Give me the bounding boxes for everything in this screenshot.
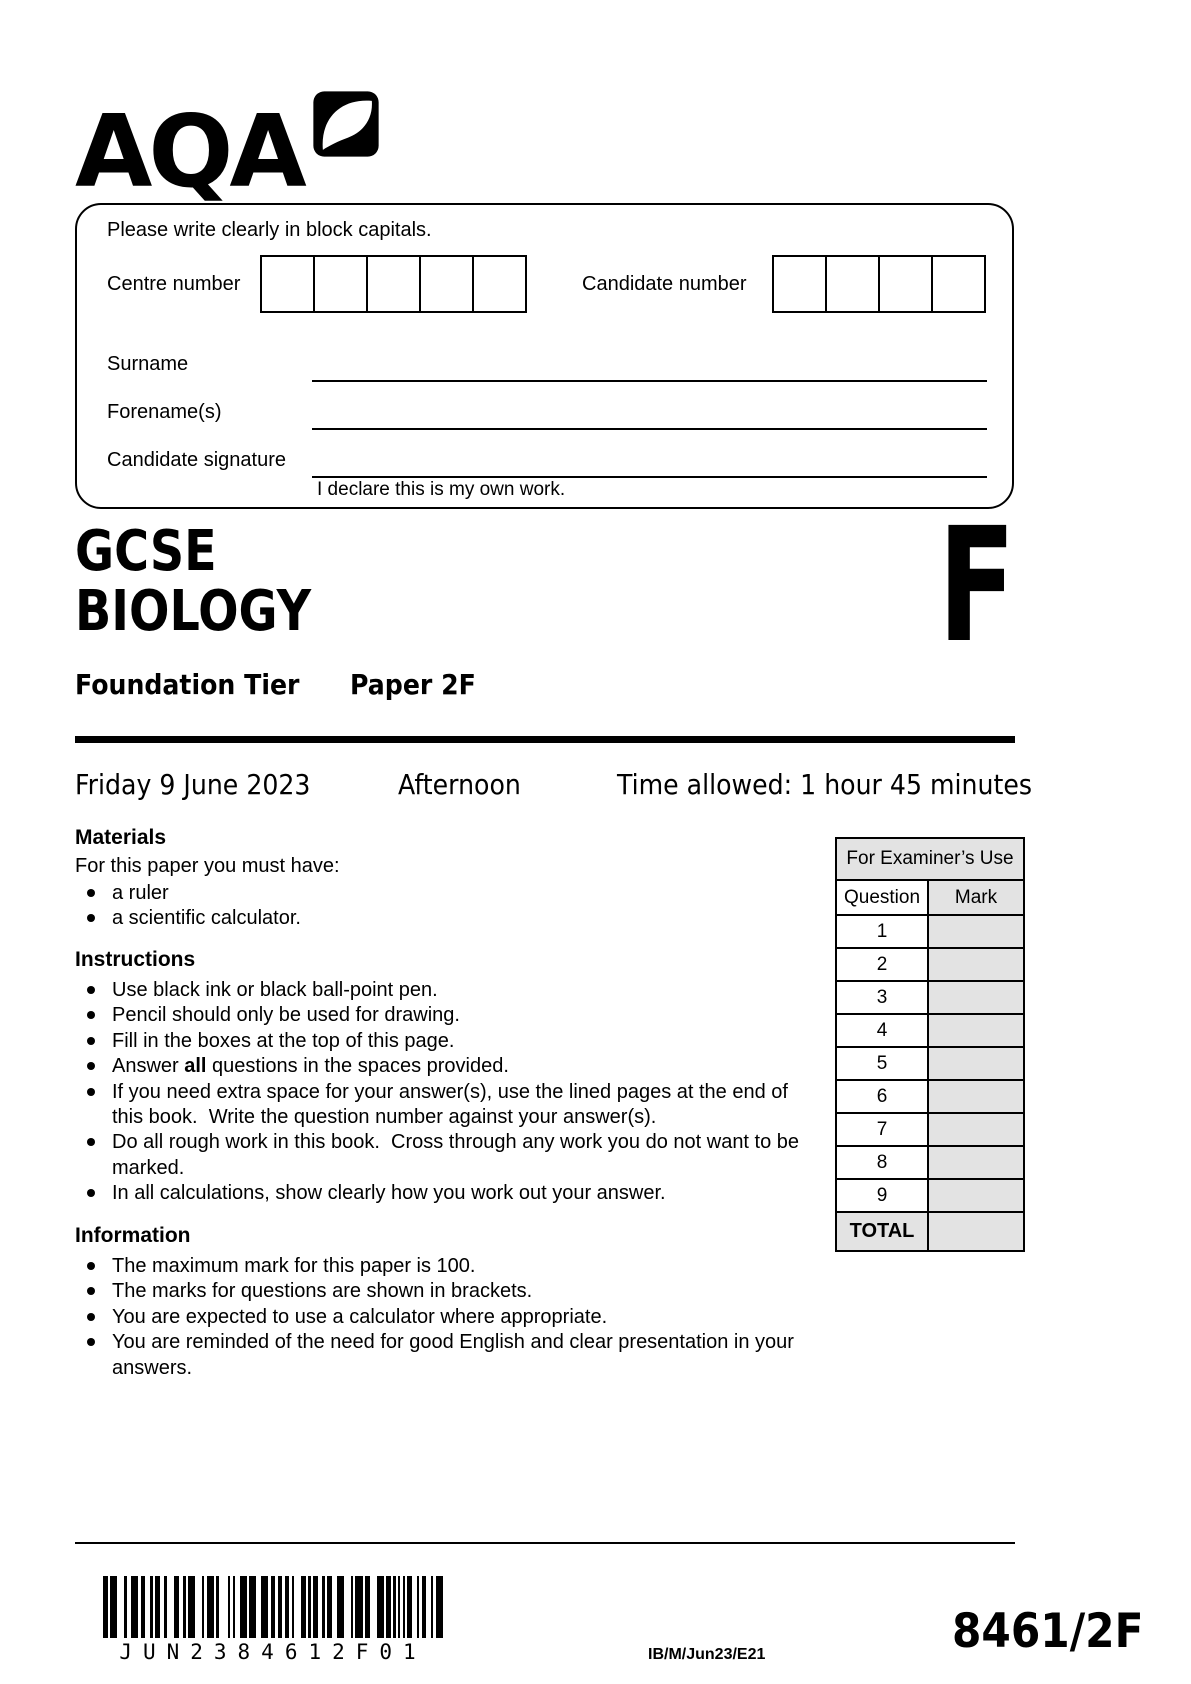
aqa-logo-text: AQA — [75, 93, 303, 210]
time-allowed: Time allowed: 1 hour 45 minutes — [617, 768, 1033, 801]
question-number-cell: 1 — [836, 915, 928, 948]
question-number-cell: 7 — [836, 1113, 928, 1146]
tier-grade-letter: F — [938, 494, 1016, 678]
signature-label: Candidate signature — [107, 449, 287, 471]
barcode-bar — [110, 1576, 117, 1638]
question-number-cell: 9 — [836, 1179, 928, 1212]
barcode-bar — [131, 1576, 138, 1638]
surname-input-line[interactable] — [312, 353, 987, 382]
centre-number-cell[interactable] — [366, 255, 421, 313]
candidate-number-cell[interactable] — [825, 255, 880, 313]
question-number-cell: 2 — [836, 948, 928, 981]
candidate-number-field — [772, 255, 986, 313]
qualification-title: GCSE — [75, 519, 217, 584]
subject-title: BIOLOGY — [75, 579, 312, 644]
bullet-icon — [87, 1037, 95, 1045]
barcode-gap — [294, 1576, 301, 1638]
bullet-icon — [87, 1262, 95, 1270]
materials-intro: For this paper you must have: — [75, 855, 340, 877]
examiner-table-row — [836, 1179, 1024, 1212]
list-item: Use black ink or black ball-point pen. — [75, 978, 820, 1003]
tier-paper-line — [75, 668, 490, 701]
mark-cell[interactable] — [928, 948, 1024, 981]
barcode-bar — [337, 1576, 344, 1638]
block-capitals-note: Please write clearly in block capitals. — [107, 219, 432, 241]
candidate-number-cell[interactable] — [772, 255, 827, 313]
list-item: You are reminded of the need for good English and clear presentation in your answers. — [75, 1330, 820, 1381]
bullet-icon — [87, 1088, 95, 1096]
bullet-icon — [87, 1189, 95, 1197]
barcode-bar — [261, 1576, 268, 1638]
list-item: You are expected to use a calculator where appropriate. — [75, 1305, 820, 1330]
list-item: The marks for questions are shown in brackets. — [75, 1279, 820, 1304]
list-item: Pencil should only be used for drawing. — [75, 1003, 820, 1028]
bullet-icon — [87, 1287, 95, 1295]
barcode — [103, 1576, 443, 1638]
centre-number-cell[interactable] — [313, 255, 368, 313]
barcode-gap — [344, 1576, 351, 1638]
examiner-table-title: For Examiner’s Use — [836, 838, 1024, 880]
candidate-number-cell[interactable] — [878, 255, 933, 313]
examiner-table-row — [836, 1080, 1024, 1113]
total-label-cell: TOTAL — [836, 1212, 928, 1251]
aqa-leaf-icon — [303, 90, 381, 163]
bullet-icon — [87, 1011, 95, 1019]
mark-cell[interactable] — [928, 1047, 1024, 1080]
bullet-icon — [87, 1313, 95, 1321]
question-number-cell: 4 — [836, 1014, 928, 1047]
barcode-gap — [219, 1576, 228, 1638]
barcode-bar — [240, 1576, 247, 1638]
examiner-table-row — [836, 981, 1024, 1014]
list-item: The maximum mark for this paper is 100. — [75, 1254, 820, 1279]
barcode-gap — [370, 1576, 377, 1638]
list-item: Do all rough work in this book. Cross through any work you do not want to be marked. — [75, 1130, 820, 1181]
information-list — [75, 1254, 820, 1381]
list-item: If you need extra space for your answer(s), use the lined pages at the end of this book. Write the question number against your answer(s). — [75, 1080, 820, 1131]
bullet-icon — [87, 889, 95, 897]
forenames-label: Forename(s) — [107, 401, 222, 423]
examiner-table — [835, 837, 1025, 1252]
examiner-table-row — [836, 1047, 1024, 1080]
paper-code: 8461/2F — [952, 1604, 1144, 1659]
mark-cell[interactable] — [928, 1014, 1024, 1047]
paper-label: Paper 2F — [350, 668, 477, 701]
mark-column-header: Mark — [928, 880, 1024, 915]
mark-cell[interactable] — [928, 1113, 1024, 1146]
centre-number-field — [260, 255, 527, 313]
information-heading: Information — [75, 1224, 191, 1247]
centre-number-cell[interactable] — [260, 255, 315, 313]
declaration-note: I declare this is my own work. — [317, 479, 566, 500]
barcode-bar — [207, 1576, 214, 1638]
aqa-logo — [75, 90, 381, 210]
materials-list — [75, 881, 820, 932]
signature-input-line[interactable] — [312, 449, 987, 478]
divider-rule — [75, 736, 1015, 743]
list-item: a scientific calculator. — [75, 906, 820, 931]
examiner-table-row — [836, 1113, 1024, 1146]
total-mark-cell[interactable] — [928, 1212, 1024, 1251]
barcode-text: JUN2384612F01 — [119, 1640, 427, 1664]
centre-number-label: Centre number — [107, 273, 241, 295]
barcode-bar — [355, 1576, 362, 1638]
question-number-cell: 5 — [836, 1047, 928, 1080]
barcode-bar — [249, 1576, 256, 1638]
bullet-icon — [87, 1062, 95, 1070]
footer-rule — [75, 1542, 1015, 1544]
examiner-table-row — [836, 915, 1024, 948]
centre-number-cell[interactable] — [472, 255, 527, 313]
centre-number-cell[interactable] — [419, 255, 474, 313]
bullet-icon — [87, 1338, 95, 1346]
barcode-bar — [188, 1576, 195, 1638]
mark-cell[interactable] — [928, 915, 1024, 948]
print-reference: IB/M/Jun23/E21 — [648, 1646, 766, 1663]
tier-label: Foundation Tier — [75, 668, 300, 701]
examiner-table-row — [836, 948, 1024, 981]
materials-heading: Materials — [75, 826, 167, 849]
question-column-header: Question — [836, 880, 928, 915]
mark-cell[interactable] — [928, 1080, 1024, 1113]
mark-cell[interactable] — [928, 1179, 1024, 1212]
bullet-icon — [87, 1138, 95, 1146]
list-item: Fill in the boxes at the top of this page. — [75, 1029, 820, 1054]
bullet-icon — [87, 914, 95, 922]
list-item: In all calculations, show clearly how you work out your answer. — [75, 1181, 820, 1206]
examiner-table-row — [836, 1014, 1024, 1047]
candidate-details-box — [75, 203, 1014, 509]
question-number-cell: 3 — [836, 981, 928, 1014]
list-item: Answer all questions in the spaces provided. — [75, 1054, 820, 1079]
surname-label: Surname — [107, 353, 189, 375]
list-item: a ruler — [75, 881, 820, 906]
candidate-number-cell[interactable] — [931, 255, 986, 313]
exam-date: Friday 9 June 2023 — [75, 768, 311, 801]
instructions-heading: Instructions — [75, 948, 196, 971]
exam-session: Afternoon — [398, 768, 521, 801]
barcode-bar — [377, 1576, 384, 1638]
mark-cell[interactable] — [928, 1146, 1024, 1179]
mark-cell[interactable] — [928, 981, 1024, 1014]
barcode-gap — [195, 1576, 202, 1638]
question-number-cell: 8 — [836, 1146, 928, 1179]
question-number-cell: 6 — [836, 1080, 928, 1113]
barcode-bar — [436, 1576, 443, 1638]
barcode-gap — [117, 1576, 124, 1638]
candidate-number-label: Candidate number — [582, 273, 747, 295]
instructions-list — [75, 978, 820, 1207]
barcode-gap — [167, 1576, 174, 1638]
examiner-table-row — [836, 1146, 1024, 1179]
bullet-icon — [87, 986, 95, 994]
forenames-input-line[interactable] — [312, 401, 987, 430]
